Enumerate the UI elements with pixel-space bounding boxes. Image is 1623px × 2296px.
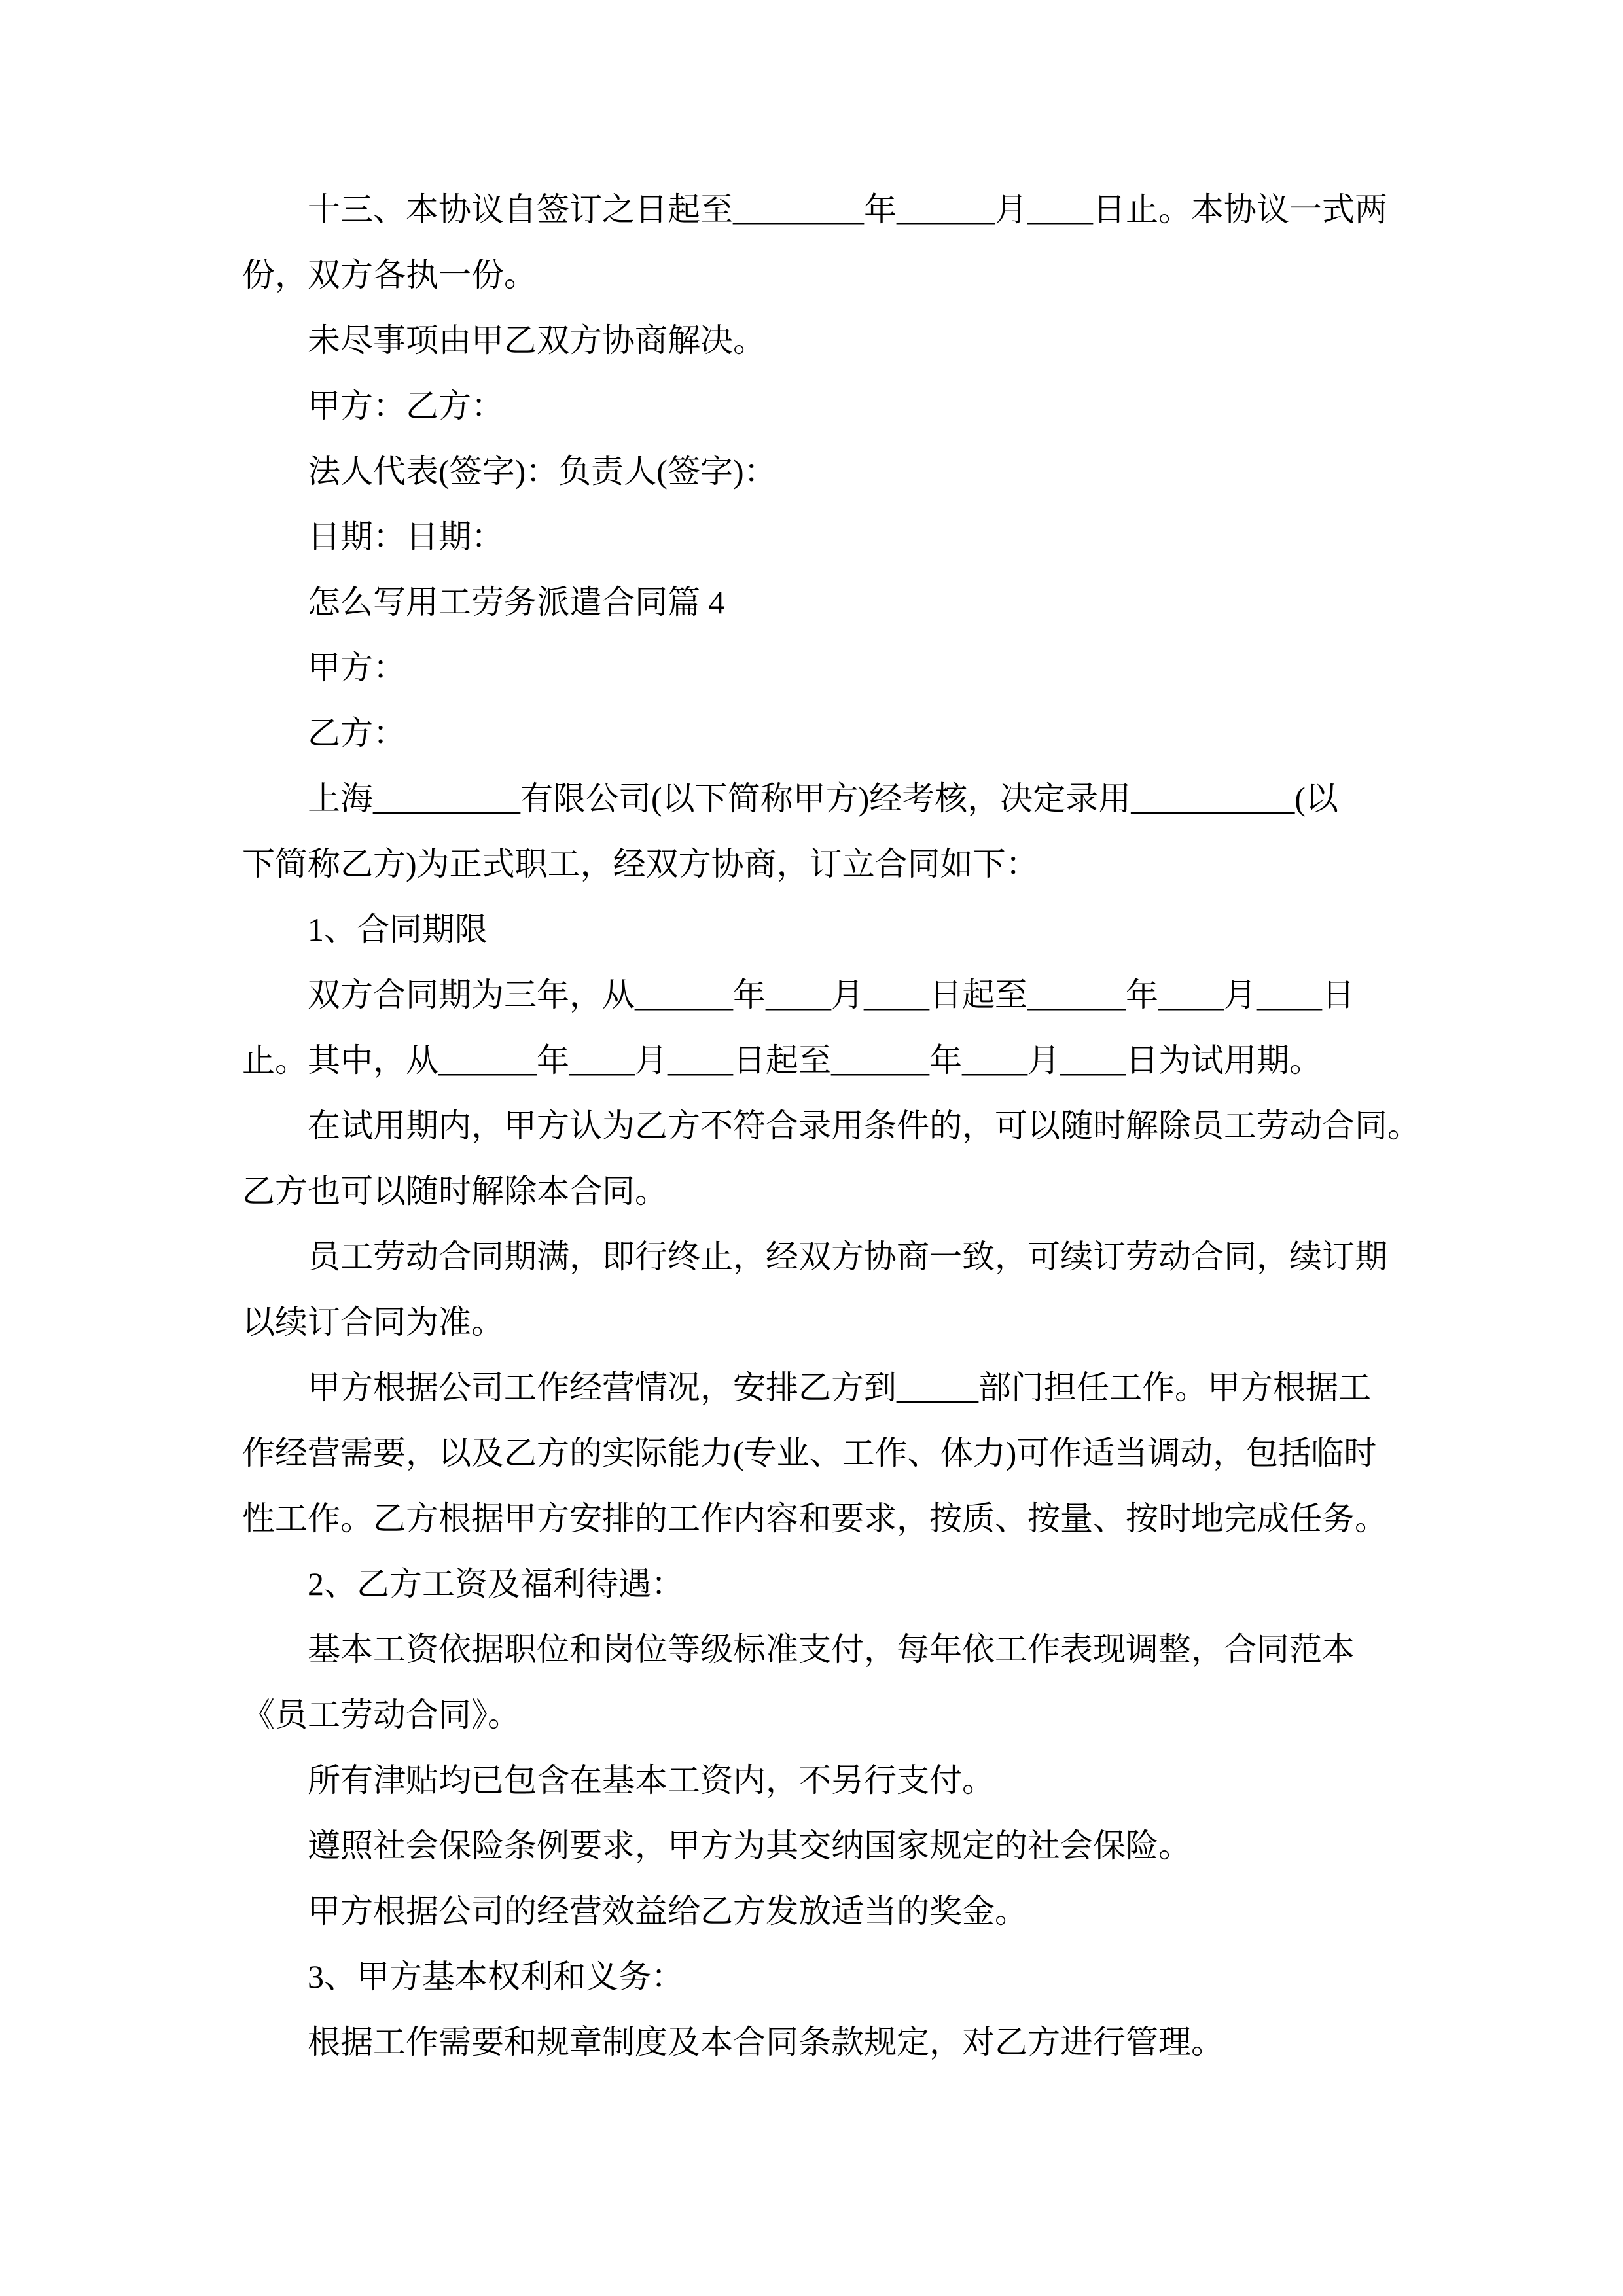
text-line: 遵照社会保险条例要求，甲方为其交纳国家规定的社会保险。 bbox=[308, 1827, 1191, 1864]
text-line: 基本工资依据职位和岗位等级标准支付，每年依工作表现调整，合同范本 bbox=[308, 1631, 1355, 1668]
text-line: 双方合同期为三年，从______年____月____日起至______年____月____日 bbox=[308, 977, 1355, 1013]
text-line: 1、合同期限 bbox=[308, 911, 488, 948]
text-line: 法人代表(签字)：负责人(签字)： bbox=[308, 453, 777, 490]
text-line: 甲方根据公司的经营效益给乙方发放适当的奖金。 bbox=[308, 1893, 1027, 1929]
text-line: 性工作。乙方根据甲方安排的工作内容和要求，按质、按量、按时地完成任务。 bbox=[242, 1500, 1387, 1537]
text-line: 乙方： bbox=[308, 715, 406, 751]
text-line: 甲方根据公司工作经营情况，安排乙方到_____部门担任工作。甲方根据工 bbox=[308, 1369, 1371, 1406]
text-line: 在试用期内，甲方认为乙方不符合录用条件的，可以随时解除员工劳动合同。 bbox=[308, 1107, 1420, 1144]
text-line: 根据工作需要和规章制度及本合同条款规定，对乙方进行管理。 bbox=[308, 2024, 1224, 2060]
text-line: 作经营需要，以及乙方的实际能力(专业、工作、体力)可作适当调动，包括临时 bbox=[242, 1435, 1377, 1471]
text-line: 未尽事项由甲乙双方协商解决。 bbox=[308, 322, 766, 359]
text-line: 日期：日期： bbox=[308, 518, 504, 555]
text-line: 2、乙方工资及福利待遇： bbox=[308, 1566, 684, 1602]
text-line: 所有津贴均已包含在基本工资内，不另行支付。 bbox=[308, 1762, 995, 1799]
text-line: 怎么写用工劳务派遣合同篇 4 bbox=[308, 584, 725, 620]
text-line: 份，双方各执一份。 bbox=[242, 257, 537, 293]
text-line: 十三、本协议自签订之日起至________年______月____日止。本协议一式两 bbox=[308, 191, 1387, 228]
text-line: 《员工劳动合同》。 bbox=[242, 1696, 520, 1733]
contract-document bbox=[242, 177, 1427, 2075]
text-line: 乙方也可以随时解除本合同。 bbox=[242, 1173, 668, 1210]
text-line: 员工劳动合同期满，即行终止，经双方协商一致，可续订劳动合同，续订期 bbox=[308, 1238, 1387, 1275]
text-line: 以续订合同为准。 bbox=[242, 1304, 504, 1340]
text-line: 3、甲方基本权利和义务： bbox=[308, 1958, 684, 1995]
text-line: 上海_________有限公司(以下简称甲方)经考核，决定录用__________(以 bbox=[308, 780, 1338, 817]
text-line: 下简称乙方)为正式职工，经双方协商，订立合同如下： bbox=[242, 846, 1039, 882]
text-line: 甲方： bbox=[308, 649, 406, 686]
text-line: 甲方：乙方： bbox=[308, 387, 504, 424]
text-line: 止。其中，从______年____月____日起至______年____月____日为试用期。 bbox=[242, 1042, 1322, 1079]
